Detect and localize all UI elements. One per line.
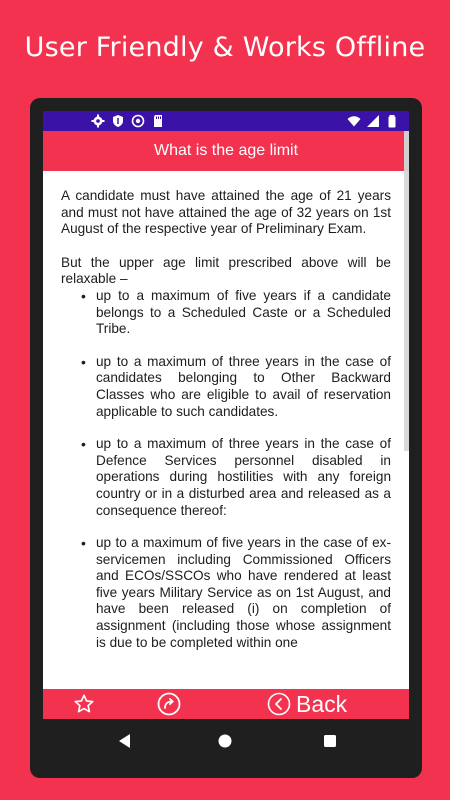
back-button-label: Back bbox=[296, 691, 348, 717]
nav-recents-icon[interactable] bbox=[323, 734, 337, 748]
phone-frame bbox=[30, 98, 422, 778]
back-button[interactable] bbox=[267, 691, 347, 717]
star-icon[interactable] bbox=[73, 693, 95, 715]
app-bar bbox=[43, 131, 409, 171]
bullet-icon: • bbox=[81, 436, 86, 453]
list-item-text: up to a maximum of five years if a candidate belongs to a Scheduled Caste or a Scheduled Tribe. bbox=[96, 287, 391, 337]
system-nav-bar bbox=[43, 719, 409, 764]
bullet-icon: • bbox=[81, 535, 86, 552]
article-content[interactable] bbox=[43, 171, 409, 689]
wifi-icon bbox=[347, 114, 361, 128]
signal-icon bbox=[366, 114, 380, 128]
nav-home-icon[interactable] bbox=[217, 733, 233, 749]
relaxation-list bbox=[79, 288, 391, 651]
status-bar bbox=[43, 111, 409, 131]
app-bar-edge bbox=[404, 131, 409, 171]
chevron-left-icon bbox=[267, 692, 291, 716]
list-item bbox=[79, 288, 391, 338]
list-item bbox=[79, 436, 391, 519]
relaxation-intro: But the upper age limit prescribed above will be relaxable – bbox=[61, 254, 391, 287]
nav-back-icon[interactable] bbox=[116, 732, 132, 750]
list-item bbox=[79, 535, 391, 651]
bullet-icon: • bbox=[81, 353, 86, 370]
sd-card-icon bbox=[151, 114, 165, 128]
list-item-text: up to a maximum of three years in the case of Defence Services personnel disabled in operations during hostilities with any foreign country or in a disturbed area and released as a consequence thereof: bbox=[96, 436, 391, 518]
bullet-icon: • bbox=[81, 287, 86, 304]
list-item-text: up to a maximum of five years in the case of ex-servicemen including Commissioned Officers and ECOs/SSCOs who have rendered at least five years Military Service as on 1st August, and have been released (i) on completion of assignment (including those whose assignment is due to be completed within one bbox=[96, 535, 391, 650]
page-title: What is the age limit bbox=[153, 142, 299, 159]
promo-headline: User Friendly & Works Offline bbox=[24, 32, 426, 63]
age-requirement-paragraph: A candidate must have attained the age of 21 years and must not have attained the age of 32 years on 1st August of the respective year of Preliminary Exam. bbox=[61, 188, 391, 237]
list-item-text: up to a maximum of three years in the case of candidates belonging to Other Backward Classes who are eligible to avail of reservation applicable to such candidates. bbox=[96, 353, 391, 419]
shield-icon bbox=[111, 114, 125, 128]
list-item bbox=[79, 354, 391, 420]
bottom-action-bar bbox=[43, 689, 409, 719]
sync-icon bbox=[131, 114, 145, 128]
battery-icon bbox=[385, 114, 399, 128]
gear-icon bbox=[91, 114, 105, 128]
content-scrollbar[interactable] bbox=[404, 171, 409, 451]
app-screen bbox=[43, 111, 409, 719]
share-icon[interactable] bbox=[157, 692, 181, 716]
